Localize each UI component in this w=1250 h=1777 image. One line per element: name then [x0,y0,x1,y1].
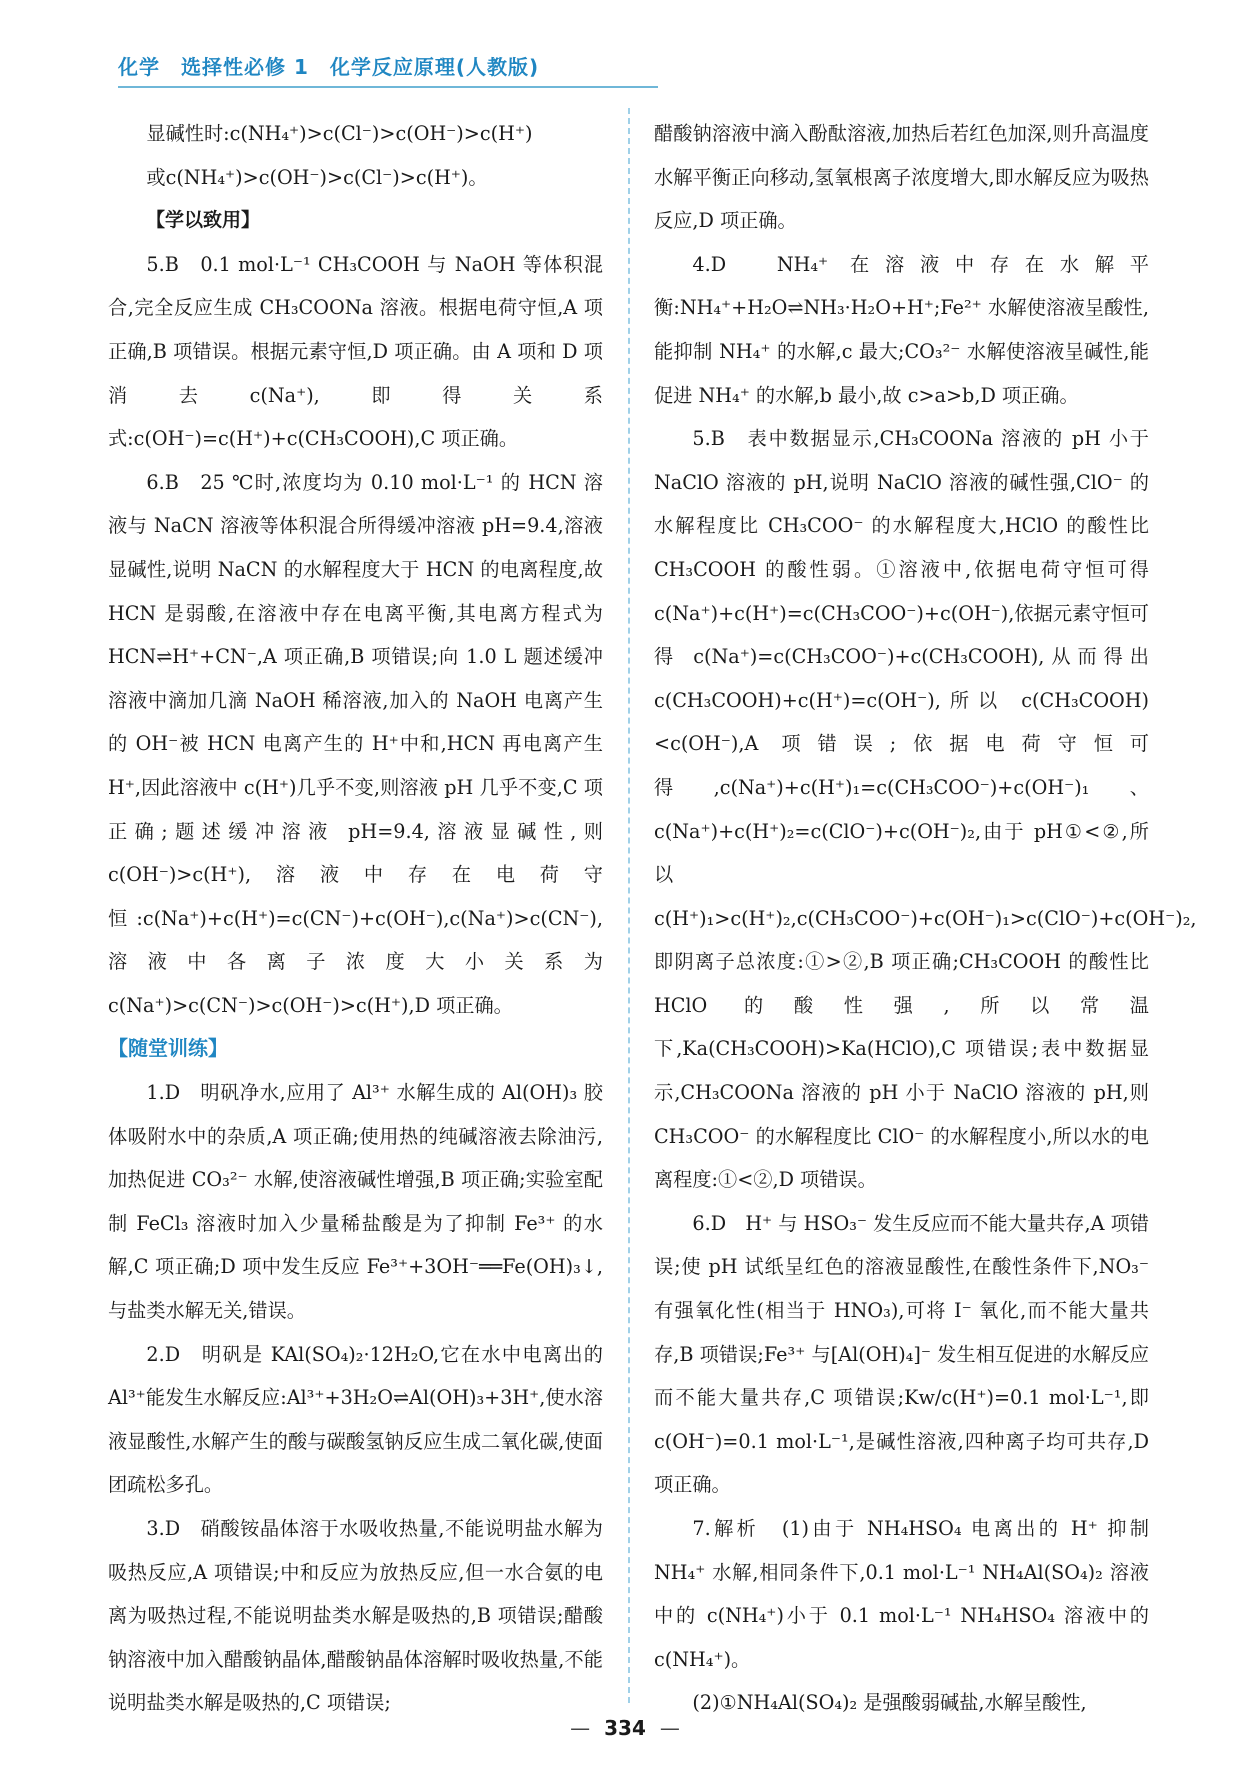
training-6: 6.D H⁺ 与 HSO₃⁻ 发生反应而不能大量共存,A 项错误;使 pH 试纸呈红色的溶液显酸性,在酸性条件下,NO₃⁻ 有强氧化性(相当于 HNO₃),可将 I⁻ 氧化,而不能大量共存,B 项错误;Fe³⁺ 与[Al(OH)₄]⁻ 发生相互促进的水解反应而不能大量共存,C 项错误;Kw/c(H⁺)=0.1 mol·L⁻¹,即 c(OH⁻)=0.1 mol·L⁻¹,是碱性溶液,四种离子均可共存,D 项正确。 [654,1211,1149,1497]
answer-6: 6.B 25 ℃时,浓度均为 0.10 mol·L⁻¹ 的 HCN 溶液与 NaCN 溶液等体积混合所得缓冲溶液 pH=9.4,溶液显碱性,说明 NaCN 的水解程度大于 HCN 的电离程度,故 HCN 是弱酸,在溶液中存在电离平衡,其电离方程式为 HCN⇌H⁺+CN⁻,A 项正确,B 项错误;向 1.0 L 题述缓冲溶液中滴加几滴 NaOH 稀溶液,加入的 NaOH 电离产生的 OH⁻被 HCN 电离产生的 H⁺中和,HCN 再电离产生 H⁺,因此溶液中 c(H⁺)几乎不变,则溶液 pH 几乎不变,C 项正确;题述缓冲溶液 pH=9.4,溶液显碱性,则 c(OH⁻)>c(H⁺),溶液中存在电荷守恒:c(Na⁺)+c(H⁺)=c(CN⁻)+c(OH⁻),c(Na⁺)>c(CN⁻),溶液中各离子浓度大小关系为 c(Na⁺)>c(CN⁻)>c(OH⁻)>c(H⁺),D 项正确。 [108,470,603,1017]
section-heading-xueyizhiyong: 【学以致用】 [146,209,261,232]
training-2: 2.D 明矾是 KAl(SO₄)₂·12H₂O,它在水中电离出的 Al³⁺能发生水解反应:Al³⁺+3H₂O⇌Al(OH)₃+3H⁺,使水溶液显酸性,水解产生的酸与碳酸氢钠反应生成二氧化碳,使面团疏松多孔。 [108,1342,603,1497]
running-header [118,52,658,88]
training-5: 5.B 表中数据显示,CH₃COONa 溶液的 pH 小于 NaClO 溶液的 pH,说明 NaClO 溶液的碱性强,ClO⁻ 的水解程度比 CH₃COO⁻ 的水解程度大,HClO 的酸性比 CH₃COOH 的酸性弱。①溶液中,依据电荷守恒可得 c(Na⁺)+c(H⁺)=c(CH₃COO⁻)+c(OH⁻),依据元素守恒可得 c(Na⁺)=c(CH₃COO⁻)+c(CH₃COOH),从而得出 c(CH₃COOH)+c(H⁺)=c(OH⁻),所以 c(CH₃COOH)<c(OH⁻),A 项错误;依据电荷守恒可得,c(Na⁺)+c(H⁺)₁=c(CH₃COO⁻)+c(OH⁻)₁、c(Na⁺)+c(H⁺)₂=c(ClO⁻)+c(OH⁻)₂,由于 pH①<②,所以 c(H⁺)₁>c(H⁺)₂,c(CH₃COO⁻)+c(OH⁻)₁>c(ClO⁻)+c(OH⁻)₂,即阴离子总浓度:①>②,B 项正确;CH₃COOH 的酸性比 HClO 的酸性强,所以常温下,Ka(CH₃COOH)>Ka(HClO),C 项错误;表中数据显示,CH₃COONa 溶液的 pH 小于 NaClO 溶液的 pH,则 CH₃COO⁻ 的水解程度比 ClO⁻ 的水解程度小,所以水的电离程度:①<②,D 项错误。 [654,427,1197,1192]
left-column [108,112,603,1725]
column-divider [628,108,630,1703]
text-paragraph: 显碱性时:c(NH₄⁺)>c(Cl⁻)>c(OH⁻)>c(H⁺) 或c(NH₄⁺)>c(OH⁻)>c(Cl⁻)>c(H⁺)。 [146,122,533,189]
training-7: 7.解析 (1)由于 NH₄HSO₄ 电离出的 H⁺ 抑制 NH₄⁺ 水解,相同条件下,0.1 mol·L⁻¹ NH₄Al(SO₄)₂ 溶液中的 c(NH₄⁺)小于 0.1 mol·L⁻¹ NH₄HSO₄ 溶液中的c(NH₄⁺)。 [654,1517,1149,1671]
training-3: 3.D 硝酸铵晶体溶于水吸收热量,不能说明盐水解为吸热反应,A 项错误;中和反应为放热反应,但一水合氨的电离为吸热过程,不能说明盐类水解是吸热的,B 项错误;醋酸钠溶液中加入醋酸钠晶体,醋酸钠晶体溶解时吸收热量,不能说明盐类水解是吸热的,C 项错误; [108,1517,603,1715]
right-column [654,112,1197,1725]
header-title: 化学 选择性必修 1 化学反应原理(人教版) [118,55,540,79]
training-7-part-2: (2)①NH₄Al(SO₄)₂ 是强酸弱碱盐,水解呈酸性, [692,1691,1087,1715]
page-number: 334 [604,1716,646,1740]
page-footer: — 334 — [570,1716,680,1740]
answer-5: 5.B 0.1 mol·L⁻¹ CH₃COOH 与 NaOH 等体积混合,完全反应生成 CH₃COONa 溶液。根据电荷守恒,A 项正确,B 项错误。根据元素守恒,D 项正确。由 A 项和 D 项消去c(Na⁺),即得关系式:c(OH⁻)=c(H⁺)+c(CH₃COOH),C 项正确。 [108,252,603,451]
training-1: 1.D 明矾净水,应用了 Al³⁺ 水解生成的 Al(OH)₃ 胶体吸附水中的杂质,A 项正确;使用热的纯碱溶液去除油污,加热促进 CO₃²⁻ 水解,使溶液碱性增强,B 项正确;实验室配制 FeCl₃ 溶液时加入少量稀盐酸是为了抑制 Fe³⁺ 的水解,C 项正确;D 项中发生反应 Fe³⁺+3OH⁻══Fe(OH)₃↓,与盐类水解无关,错误。 [108,1081,603,1323]
training-3-continued: 醋酸钠溶液中滴入酚酞溶液,加热后若红色加深,则升高温度水解平衡正向移动,氢氧根离子浓度增大,即水解反应为吸热反应,D 项正确。 [654,122,1149,233]
training-4: 4.D NH₄⁺ 在溶液中存在水解平衡:NH₄⁺+H₂O⇌NH₃·H₂O+H⁺;Fe²⁺ 水解使溶液呈酸性,能抑制 NH₄⁺ 的水解,c 最大;CO₃²⁻ 水解使溶液呈碱性,能促进 NH₄⁺ 的水解,b 最小,故 c>a>b,D 项正确。 [654,252,1149,407]
section-heading-suitangxunlian: 【随堂训练】 [108,1036,228,1061]
